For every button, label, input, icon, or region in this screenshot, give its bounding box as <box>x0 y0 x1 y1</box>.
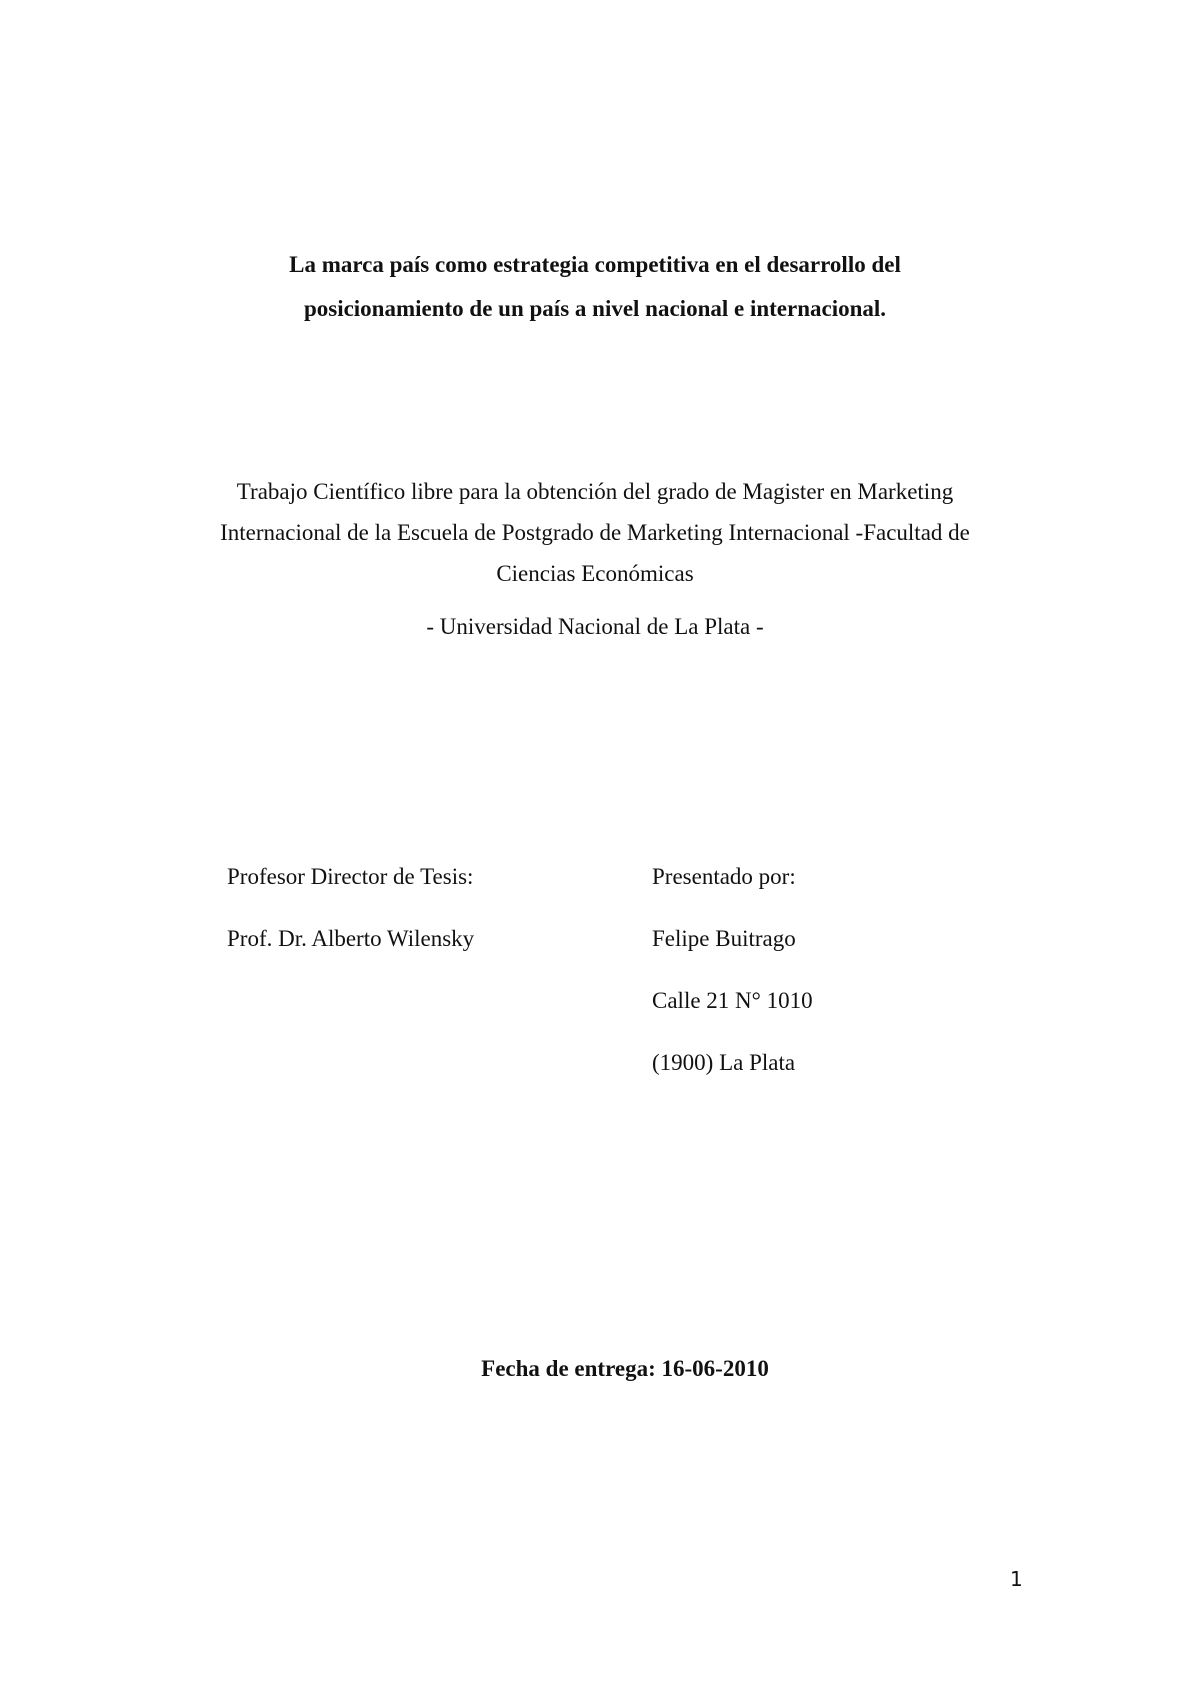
thesis-description <box>160 471 1030 594</box>
presenter-address-street: Calle 21 N° 1010 <box>652 988 813 1013</box>
director-name: Prof. Dr. Alberto Wilensky <box>227 926 475 951</box>
presenter-block <box>652 862 813 1110</box>
thesis-title-line: La marca país como estrategia competitiva en el desarrollo del <box>289 252 901 277</box>
university-name: - Universidad Nacional de La Plata - <box>426 614 764 639</box>
thesis-description-line: Trabajo Científico libre para la obtención del grado de Magister en Marketing <box>236 479 954 504</box>
thesis-description-line: Ciencias Económicas <box>496 561 694 586</box>
thesis-description-line: Internacional de la Escuela de Postgrado de Marketing Internacional -Facultad de <box>220 520 970 545</box>
presenter-address-city: (1900) La Plata <box>652 1050 796 1075</box>
presenter-name: Felipe Buitrago <box>652 926 796 951</box>
page-number: 1 <box>1010 1567 1023 1591</box>
delivery-date: Fecha de entrega: 16-06-2010 <box>481 1356 769 1381</box>
thesis-title-line: posicionamiento de un país a nivel nacional e internacional. <box>303 296 887 321</box>
director-label: Profesor Director de Tesis: <box>227 864 474 889</box>
director-block <box>227 862 474 986</box>
presenter-label: Presentado por: <box>652 864 796 889</box>
thesis-title <box>180 243 1010 331</box>
